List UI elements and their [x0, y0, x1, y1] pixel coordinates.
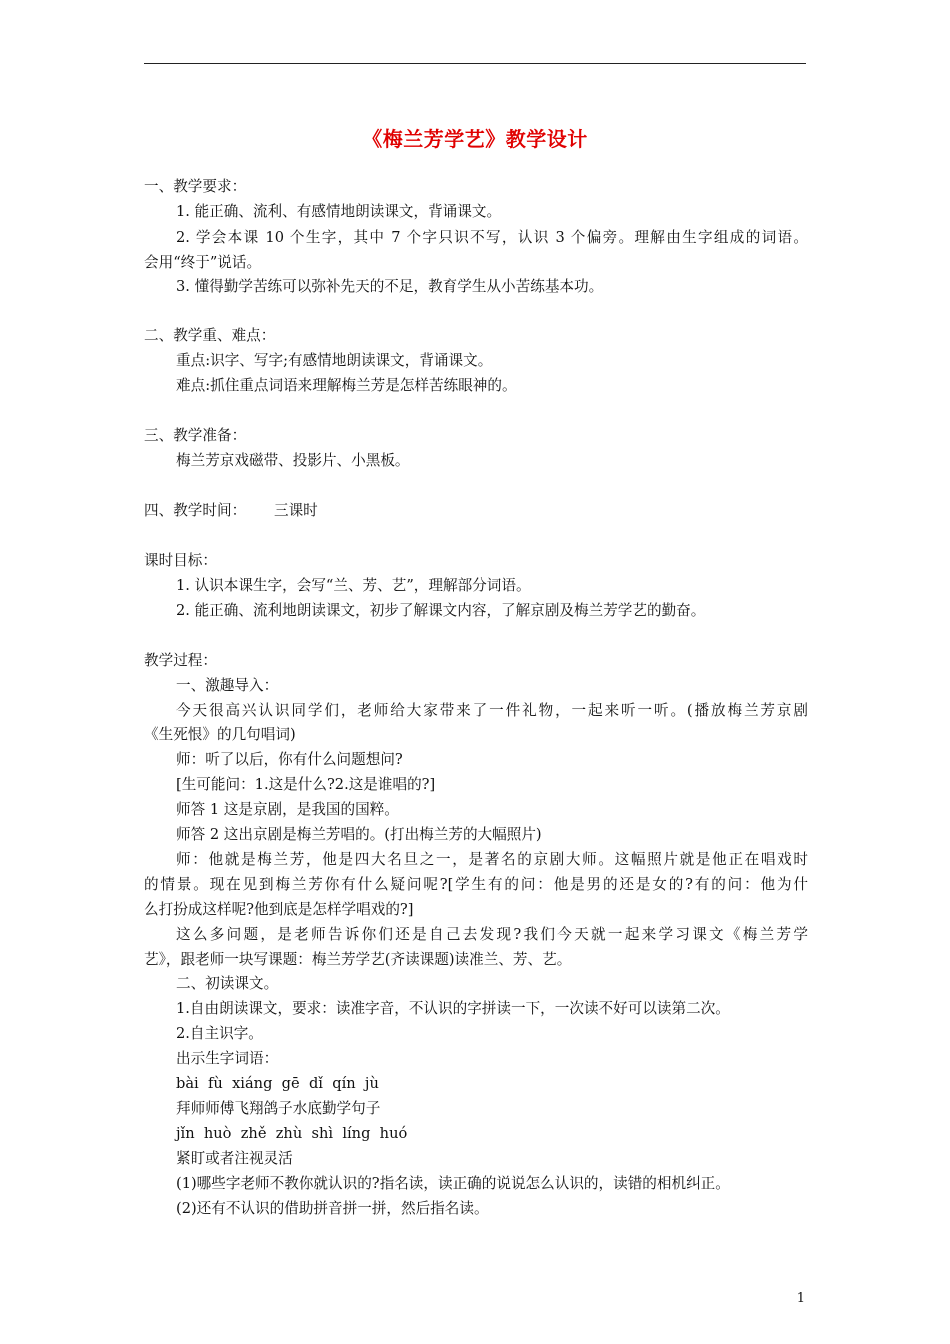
section-heading: 四、教学时间： 三课时	[144, 502, 318, 519]
paragraph-line: 梅兰芳京戏磁带、投影片、小黑板。	[176, 452, 410, 469]
paragraph-line: (2)还有不认识的借助拼音拼一拼，然后指名读。	[176, 1200, 489, 1217]
paragraph-line: (1)哪些字老师不教你就认识的?指名读，读正确的说说怎么认识的，读错的相机纠正。	[176, 1175, 730, 1192]
paragraph-line: 《生死恨》的几句唱词)	[144, 726, 296, 743]
paragraph-line: 会用“终于”说话。	[144, 254, 262, 271]
list-item: 2. 能正确、流利地朗读课文，初步了解课文内容，了解京剧及梅兰芳学艺的勤奋。	[176, 602, 706, 619]
section-heading: 教学过程：	[144, 652, 217, 669]
paragraph-line: 师：听了以后，你有什么问题想问?	[176, 751, 403, 768]
vocabulary-line: 紧盯或者注视灵活	[176, 1150, 293, 1167]
pinyin-line: bài fù xiáng gē dǐ qín jù	[176, 1075, 379, 1092]
paragraph-line: 师答 2 这出京剧是梅兰芳唱的。(打出梅兰芳的大幅照片)	[176, 826, 542, 843]
list-item: 1. 能正确、流利、有感情地朗读课文，背诵课文。	[176, 203, 502, 220]
section-heading: 一、教学要求：	[144, 178, 247, 195]
pinyin-line: jǐn huò zhě zhù shì líng huó	[176, 1125, 408, 1142]
header-rule	[144, 63, 806, 64]
paragraph-line: [生可能问：1.这是什么?2.这是谁唱的?]	[176, 776, 436, 793]
list-item: 1. 认识本课生字，会写“兰、芳、艺”，理解部分词语。	[176, 577, 531, 594]
list-item: 2. 学会本课 10 个生字，其中 7 个字只识不写，认识 3 个偏旁。理解由生字组成的词语。	[176, 229, 808, 246]
paragraph-line: 1.自由朗读课文，要求：读准字音，不认识的字拼读一下，一次读不好可以读第二次。	[176, 1000, 730, 1017]
paragraph-line: 师：他就是梅兰芳，他是四大名旦之一，是著名的京剧大师。这幅照片就是他正在唱戏时	[176, 851, 808, 868]
paragraph-line: 重点:识字、写字;有感情地朗读课文，背诵课文。	[176, 352, 493, 369]
page-number: 1	[796, 1291, 805, 1306]
list-item: 3. 懂得勤学苦练可以弥补先天的不足，教育学生从小苦练基本功。	[176, 278, 604, 295]
document-title: 《梅兰芳学艺》教学设计	[362, 127, 588, 151]
paragraph-line: 今天很高兴认识同学们，老师给大家带来了一件礼物，一起来听一听。(播放梅兰芳京剧	[176, 702, 808, 719]
vocabulary-line: 拜师师傅飞翔鸽子水底勤学句子	[176, 1100, 381, 1117]
paragraph-line: 2.自主识字。	[176, 1025, 263, 1042]
paragraph-line: 么打扮成这样呢?他到底是怎样学唱戏的?]	[144, 901, 414, 918]
paragraph-line: 的情景。现在见到梅兰芳你有什么疑问呢?[学生有的问：他是男的还是女的?有的问：他为什	[144, 876, 808, 893]
paragraph-line: 难点:抓住重点词语来理解梅兰芳是怎样苦练眼神的。	[176, 377, 517, 394]
section-heading: 二、教学重、难点：	[144, 327, 276, 344]
section-heading: 三、教学准备：	[144, 427, 247, 444]
paragraph-line: 艺》，跟老师一块写课题：梅兰芳学艺(齐读课题)读准兰、芳、艺。	[144, 951, 572, 968]
subsection-heading: 二、初读课文。	[176, 975, 279, 992]
subsection-heading: 一、激趣导入：	[176, 677, 279, 694]
paragraph-line: 这么多问题，是老师告诉你们还是自己去发现?我们今天就一起来学习课文《梅兰芳学	[176, 926, 808, 943]
paragraph-line: 出示生字词语：	[176, 1050, 279, 1067]
section-heading: 课时目标：	[144, 552, 217, 569]
paragraph-line: 师答 1 这是京剧，是我国的国粹。	[176, 801, 399, 818]
